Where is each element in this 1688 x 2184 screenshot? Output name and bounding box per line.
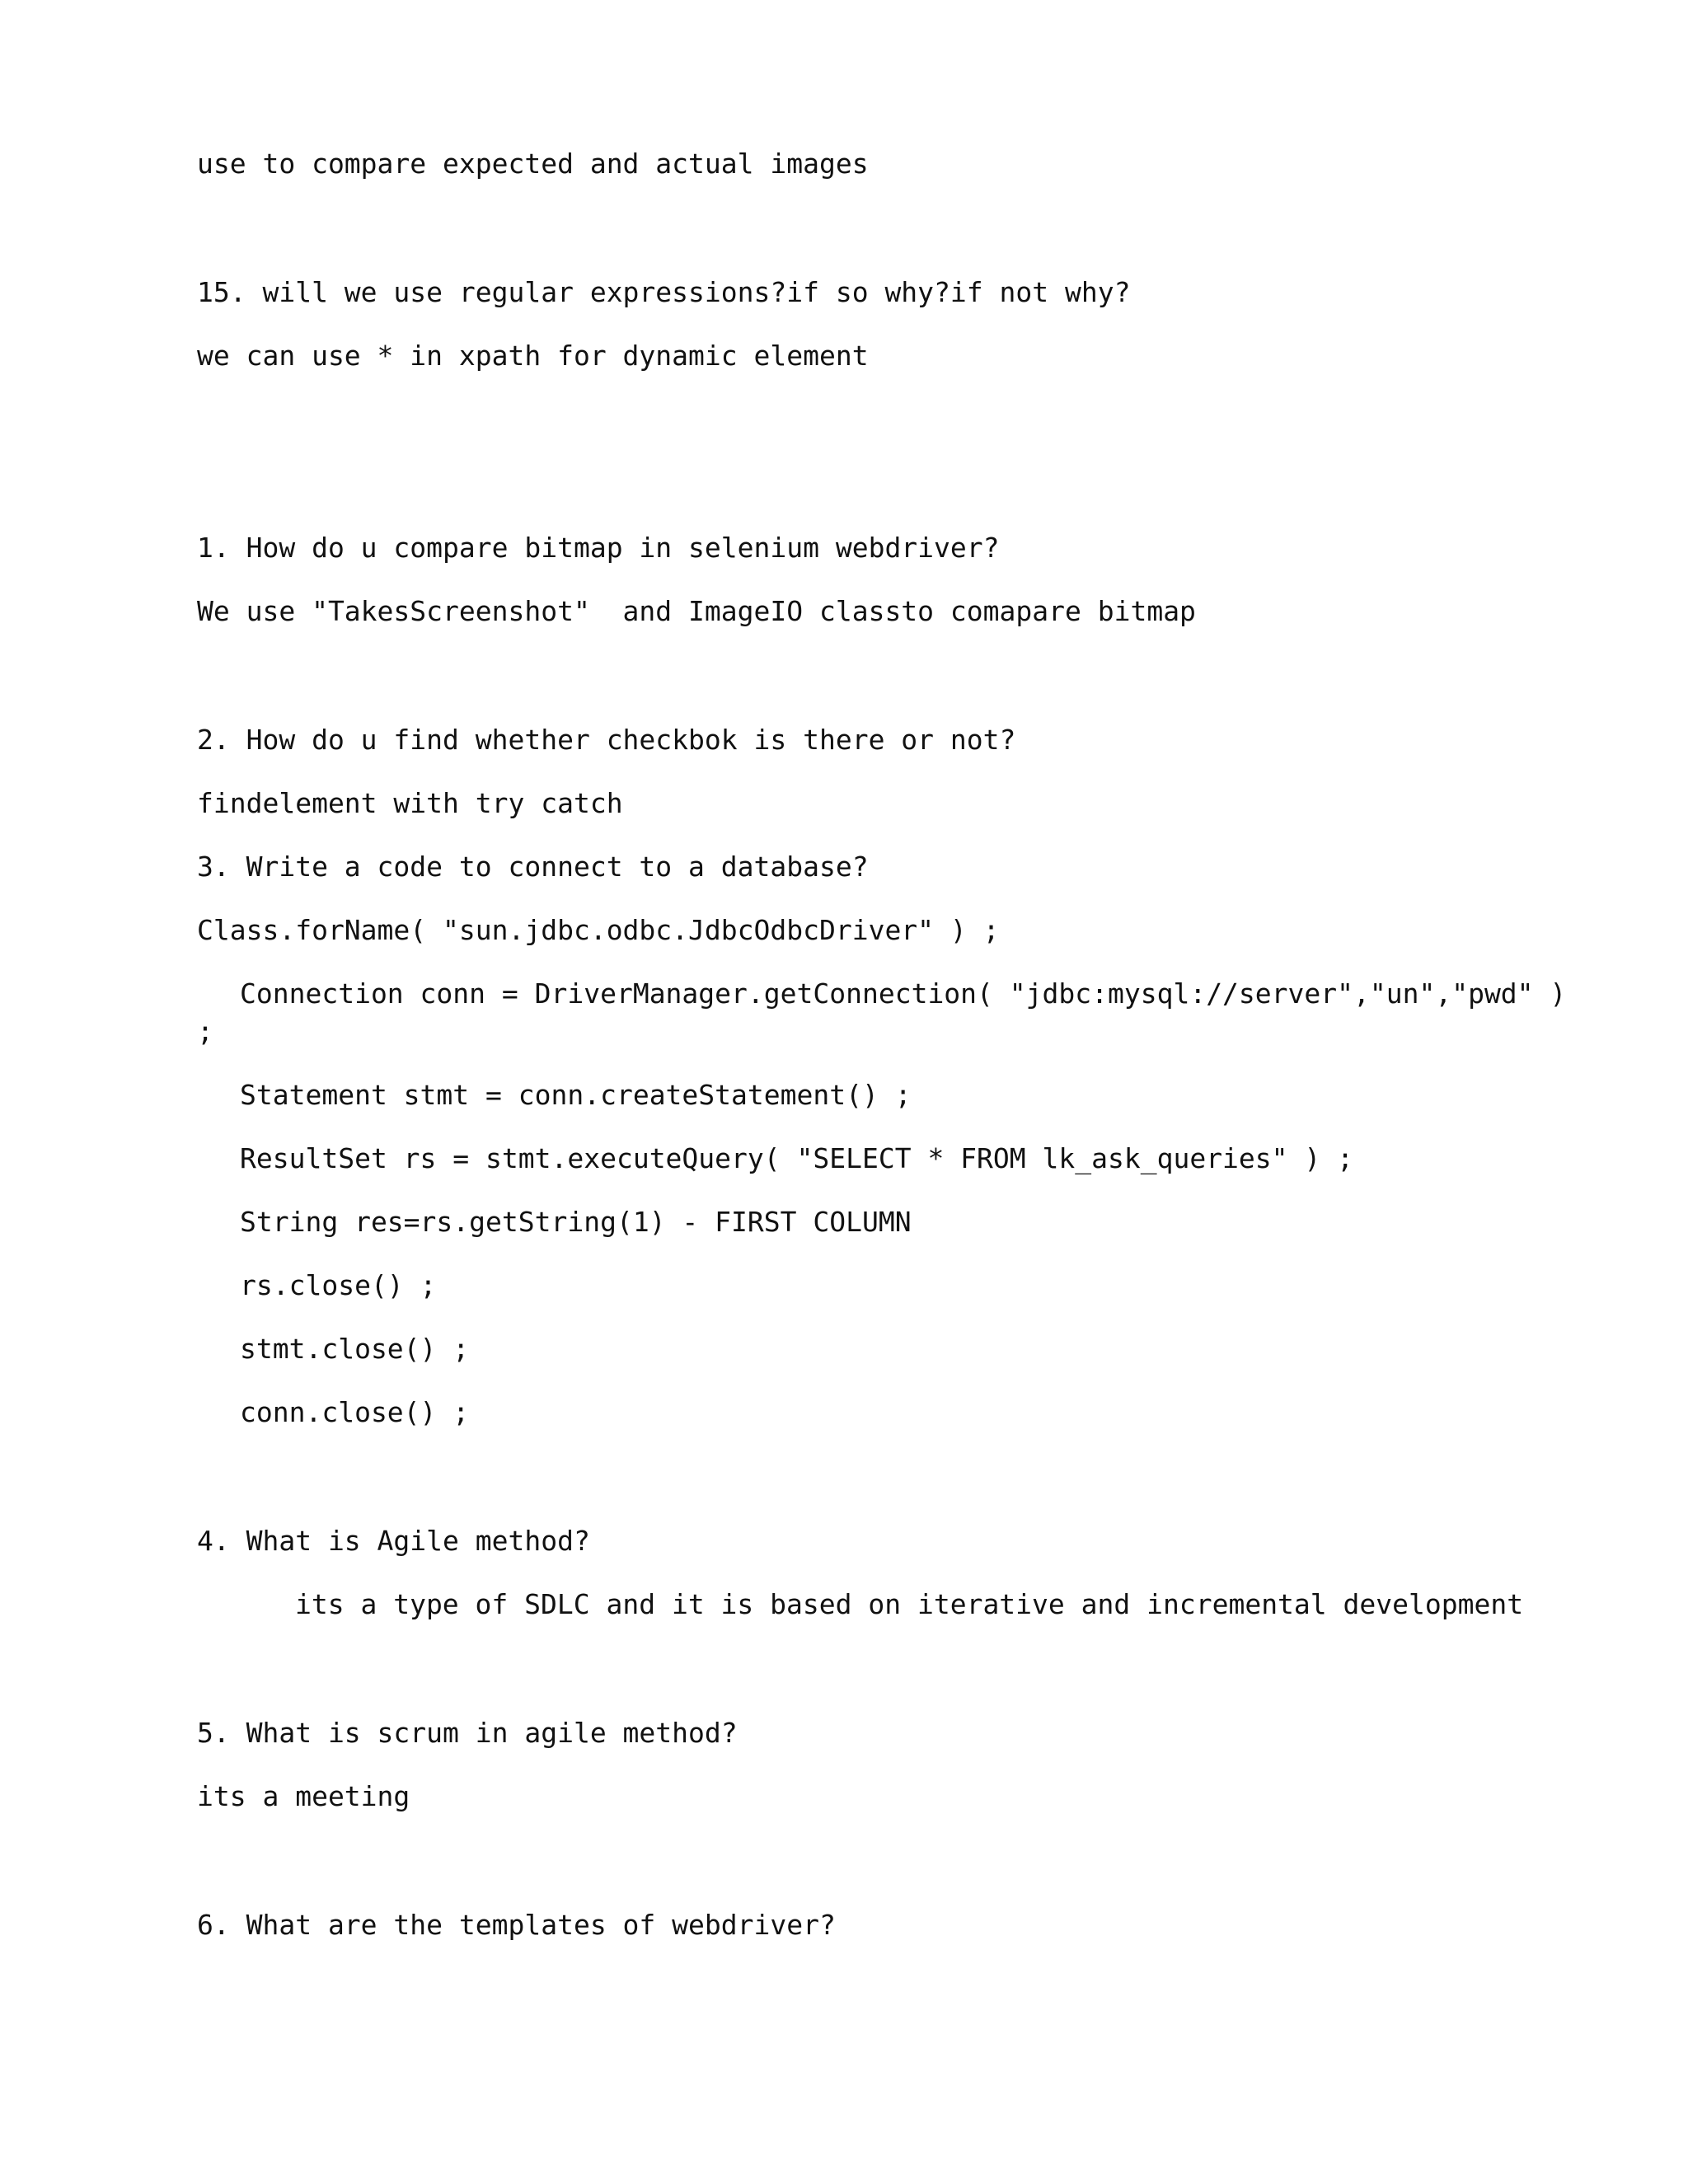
question-2: 2. How do u find whether checkbok is there or not? (197, 724, 1016, 756)
code-line: stmt.close() ; (240, 1333, 470, 1365)
text-line: use to compare expected and actual images (197, 148, 869, 180)
code-line: conn.close() ; (240, 1396, 470, 1428)
answer-4: its a type of SDLC and it is based on iterative and incremental development (295, 1588, 1524, 1620)
question-1: 1. How do u compare bitmap in selenium webdriver? (197, 532, 1000, 564)
answer-5: its a meeting (197, 1780, 410, 1812)
code-line: Connection conn = DriverManager.getConnection( "jdbc:mysql://server","un","pwd" ) (240, 977, 1567, 1010)
code-line: ; (197, 1015, 213, 1047)
code-line: String res=rs.getString(1) - FIRST COLUMN (240, 1206, 912, 1238)
answer-15: we can use * in xpath for dynamic element (197, 340, 869, 372)
question-15: 15. will we use regular expressions?if so why?if not why? (197, 276, 1131, 308)
code-line: rs.close() ; (240, 1269, 437, 1301)
answer-2: findelement with try catch (197, 787, 623, 819)
code-line: Class.forName( "sun.jdbc.odbc.JdbcOdbcDriver" ) ; (197, 914, 1000, 946)
code-line: Statement stmt = conn.createStatement() ; (240, 1079, 912, 1111)
answer-1: We use "TakesScreenshot" and ImageIO classto comapare bitmap (197, 595, 1196, 627)
question-3: 3. Write a code to connect to a database? (197, 851, 869, 883)
question-6: 6. What are the templates of webdriver? (197, 1909, 836, 1941)
code-line: ResultSet rs = stmt.executeQuery( "SELECT * FROM lk_ask_queries" ) ; (240, 1142, 1354, 1174)
question-4: 4. What is Agile method? (197, 1525, 590, 1557)
question-5: 5. What is scrum in agile method? (197, 1717, 738, 1749)
